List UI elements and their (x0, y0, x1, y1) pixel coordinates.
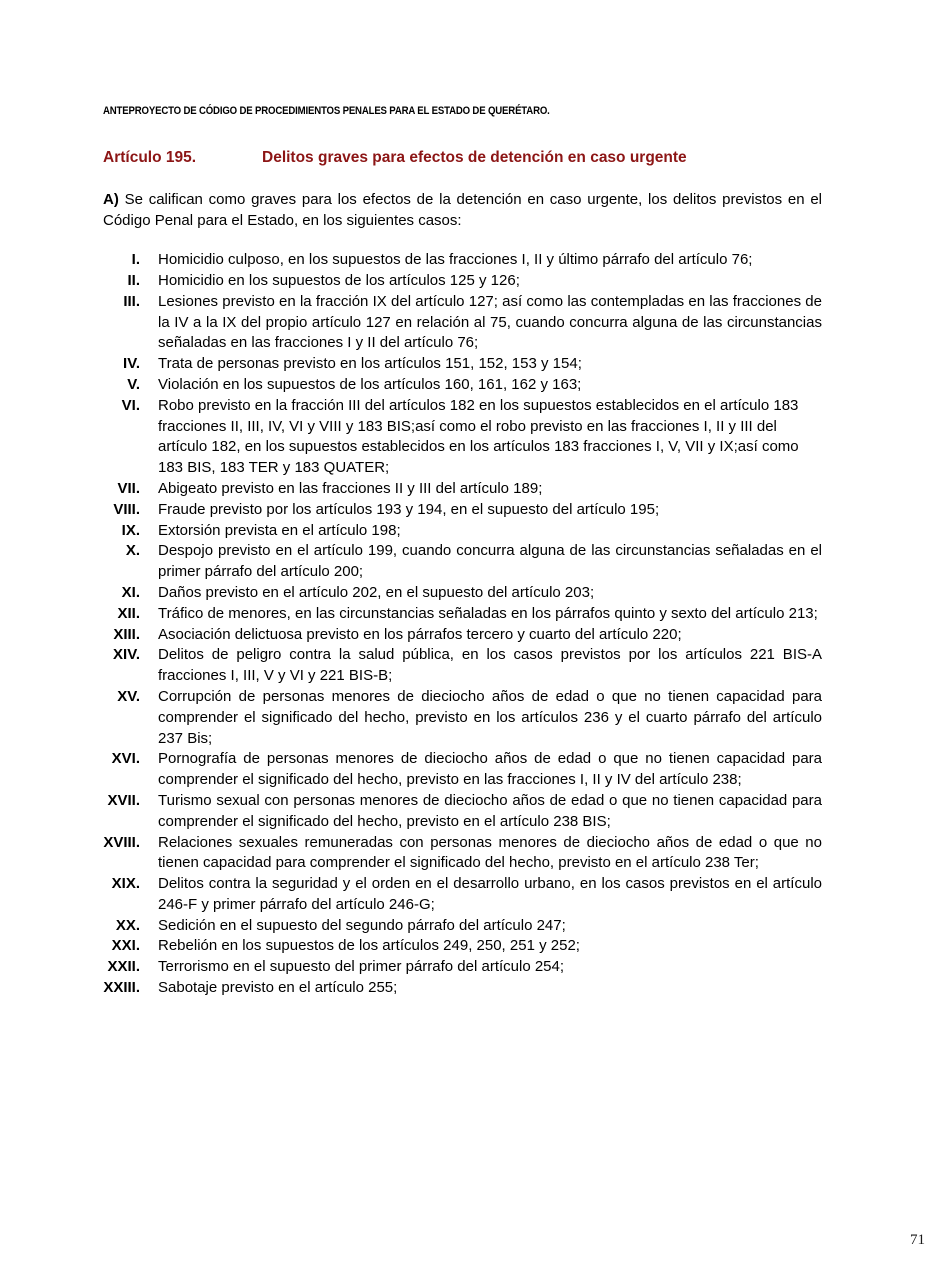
list-item (103, 625, 822, 646)
list-item (103, 521, 822, 542)
fraction-numeral: X. (125, 542, 140, 560)
article-number: Artículo 195. (103, 149, 197, 166)
fraction-numeral: XIX. (111, 875, 140, 893)
list-item (103, 957, 822, 978)
page-content (103, 104, 925, 1248)
list-item (103, 292, 822, 354)
fraction-numeral: XII. (117, 604, 140, 622)
fraction-numeral: IX. (121, 521, 140, 539)
intro-paragraph (103, 190, 822, 231)
fraction-text: Despojo previsto en el artículo 199, cuando concurra alguna de las circunstancias señaladas en el primer párrafo del artículo 200; (158, 542, 822, 581)
fraction-list (103, 250, 822, 999)
intro-text: Se califican como graves para los efectos de la detención en caso urgente, los delitos previstos en el Código Penal para el Estado, en los siguientes casos: (103, 191, 822, 229)
list-item (103, 604, 822, 625)
fraction-text-part-2: así como el robo previsto en las fracciones I, II y III del artículo 182, en los supuestos establecidos en los artículos 183 fracciones I, V, VII y IX; (158, 417, 777, 456)
fraction-text: Delitos de peligro contra la salud pública, en los casos previstos por los artículos 221 BIS-A fracciones I, III, V y VI y 221 BIS-B; (158, 646, 822, 685)
intro-marker: A) (103, 191, 119, 208)
list-item (103, 791, 822, 833)
article-title (103, 148, 822, 168)
article-heading: Delitos graves para efectos de detención en caso urgente (262, 149, 687, 166)
fraction-numeral: I. (131, 251, 140, 269)
list-item (103, 936, 822, 957)
list-item (103, 250, 822, 271)
fraction-text: Delitos contra la seguridad y el orden en el desarrollo urbano, en los casos previstos en el artículo 246-F y primer párrafo del artículo 246-G; (158, 875, 822, 913)
fraction-numeral: VI. (121, 396, 140, 414)
fraction-text: Abigeato previsto en las fracciones II y III del artículo 189; (158, 479, 543, 497)
fraction-text: Corrupción de personas menores de dieciocho años de edad o que no tienen capacidad para comprender el significado del hecho, previsto en los artículos 236 y el cuarto párrafo del artículo 237 Bis; (158, 687, 822, 747)
fraction-text: Fraude previsto por los artículos 193 y 194, en el supuesto del artículo 195; (158, 500, 660, 518)
fraction-text: Tráfico de menores, en las circunstancias señaladas en los párrafos quinto y sexto del artículo 213; (158, 604, 818, 622)
fraction-text: Homicidio en los supuestos de los artículos 125 y 126; (158, 271, 520, 289)
page-number: 71 (910, 1232, 925, 1248)
list-item (103, 479, 822, 500)
fraction-text: Terrorismo en el supuesto del primer párrafo del artículo 254; (158, 958, 565, 976)
fraction-numeral: XIII. (113, 625, 140, 643)
fraction-text-composite (158, 396, 822, 479)
list-item (103, 271, 822, 292)
fraction-numeral: XV. (117, 687, 140, 705)
fraction-numeral: XVI. (111, 750, 140, 768)
list-item (103, 645, 822, 687)
fraction-numeral: XVIII. (103, 833, 140, 851)
fraction-text: Sedición en el supuesto del segundo párrafo del artículo 247; (158, 916, 566, 934)
list-item (103, 375, 822, 396)
fraction-numeral: VIII. (113, 500, 140, 518)
fraction-numeral: XXIII. (103, 979, 140, 997)
list-item (103, 916, 822, 937)
list-item (103, 500, 822, 521)
list-item (103, 583, 822, 604)
fraction-numeral: XIV. (113, 646, 140, 664)
fraction-text: Relaciones sexuales remuneradas con personas menores de dieciocho años de edad o que no tienen capacidad para comprender el significado del hecho, previsto en el artículo 238 Ter; (158, 833, 822, 872)
fraction-text: Pornografía de personas menores de dieciocho años de edad o que no tienen capacidad para comprender el significado del hecho, previsto en las fracciones I, II y IV del artículo 238; (158, 750, 822, 789)
fraction-numeral: XVII. (107, 791, 140, 809)
fraction-text: Rebelión en los supuestos de los artículos 249, 250, 251 y 252; (158, 937, 580, 955)
fraction-text: Sabotaje previsto en el artículo 255; (158, 979, 398, 997)
list-item (103, 541, 822, 583)
fraction-numeral: XI. (121, 583, 140, 601)
fraction-text: Lesiones previsto en la fracción IX del artículo 127; así como las contempladas en las fracciones de la IV a la IX del propio artículo 127 en relación al 75, cuando concurra alguna de las circunstancias señaladas en las fracciones I y II del artículo 76; (158, 292, 822, 352)
list-item (103, 396, 822, 479)
fraction-numeral: XX. (115, 916, 140, 934)
fraction-text: Trata de personas previsto en los artículos 151, 152, 153 y 154; (158, 355, 582, 373)
fraction-numeral: II. (127, 271, 140, 289)
list-item (103, 874, 822, 916)
fraction-text: Homicidio culposo, en los supuestos de las fracciones I, II y último párrafo del artículo 76; (158, 251, 753, 269)
fraction-numeral: XXI. (111, 937, 140, 955)
running-header: ANTEPROYECTO DE CÓDIGO DE PROCEDIMIENTOS PENALES PARA EL ESTADO DE QUERÉTARO. (103, 105, 550, 117)
fraction-text-part-3: así como 183 BIS, 183 TER y 183 QUATER; (158, 438, 799, 477)
list-item (103, 354, 822, 375)
fraction-numeral: III. (123, 292, 140, 310)
fraction-numeral: VII. (117, 479, 140, 497)
fraction-text: Daños previsto en el artículo 202, en el supuesto del artículo 203; (158, 583, 595, 601)
list-item (103, 749, 822, 791)
list-item (103, 833, 822, 875)
fraction-numeral: XXII. (107, 958, 140, 976)
list-item (103, 687, 822, 749)
fraction-text: Asociación delictuosa previsto en los párrafos tercero y cuarto del artículo 220; (158, 625, 682, 643)
list-item (103, 978, 822, 999)
fraction-text: Violación en los supuestos de los artículos 160, 161, 162 y 163; (158, 375, 582, 393)
fraction-text: Extorsión prevista en el artículo 198; (158, 521, 401, 539)
fraction-numeral: V. (127, 375, 140, 393)
fraction-text-part-1: Robo previsto en la fracción III del artículos 182 en los supuestos establecidos en el artículo 183 fracciones II, III, IV, VI y VIII y 183 BIS; (158, 396, 799, 435)
fraction-text: Turismo sexual con personas menores de dieciocho años de edad o que no tienen capacidad para comprender el significado del hecho, previsto en el artículo 238 BIS; (158, 791, 822, 830)
fraction-numeral: IV. (123, 355, 140, 373)
